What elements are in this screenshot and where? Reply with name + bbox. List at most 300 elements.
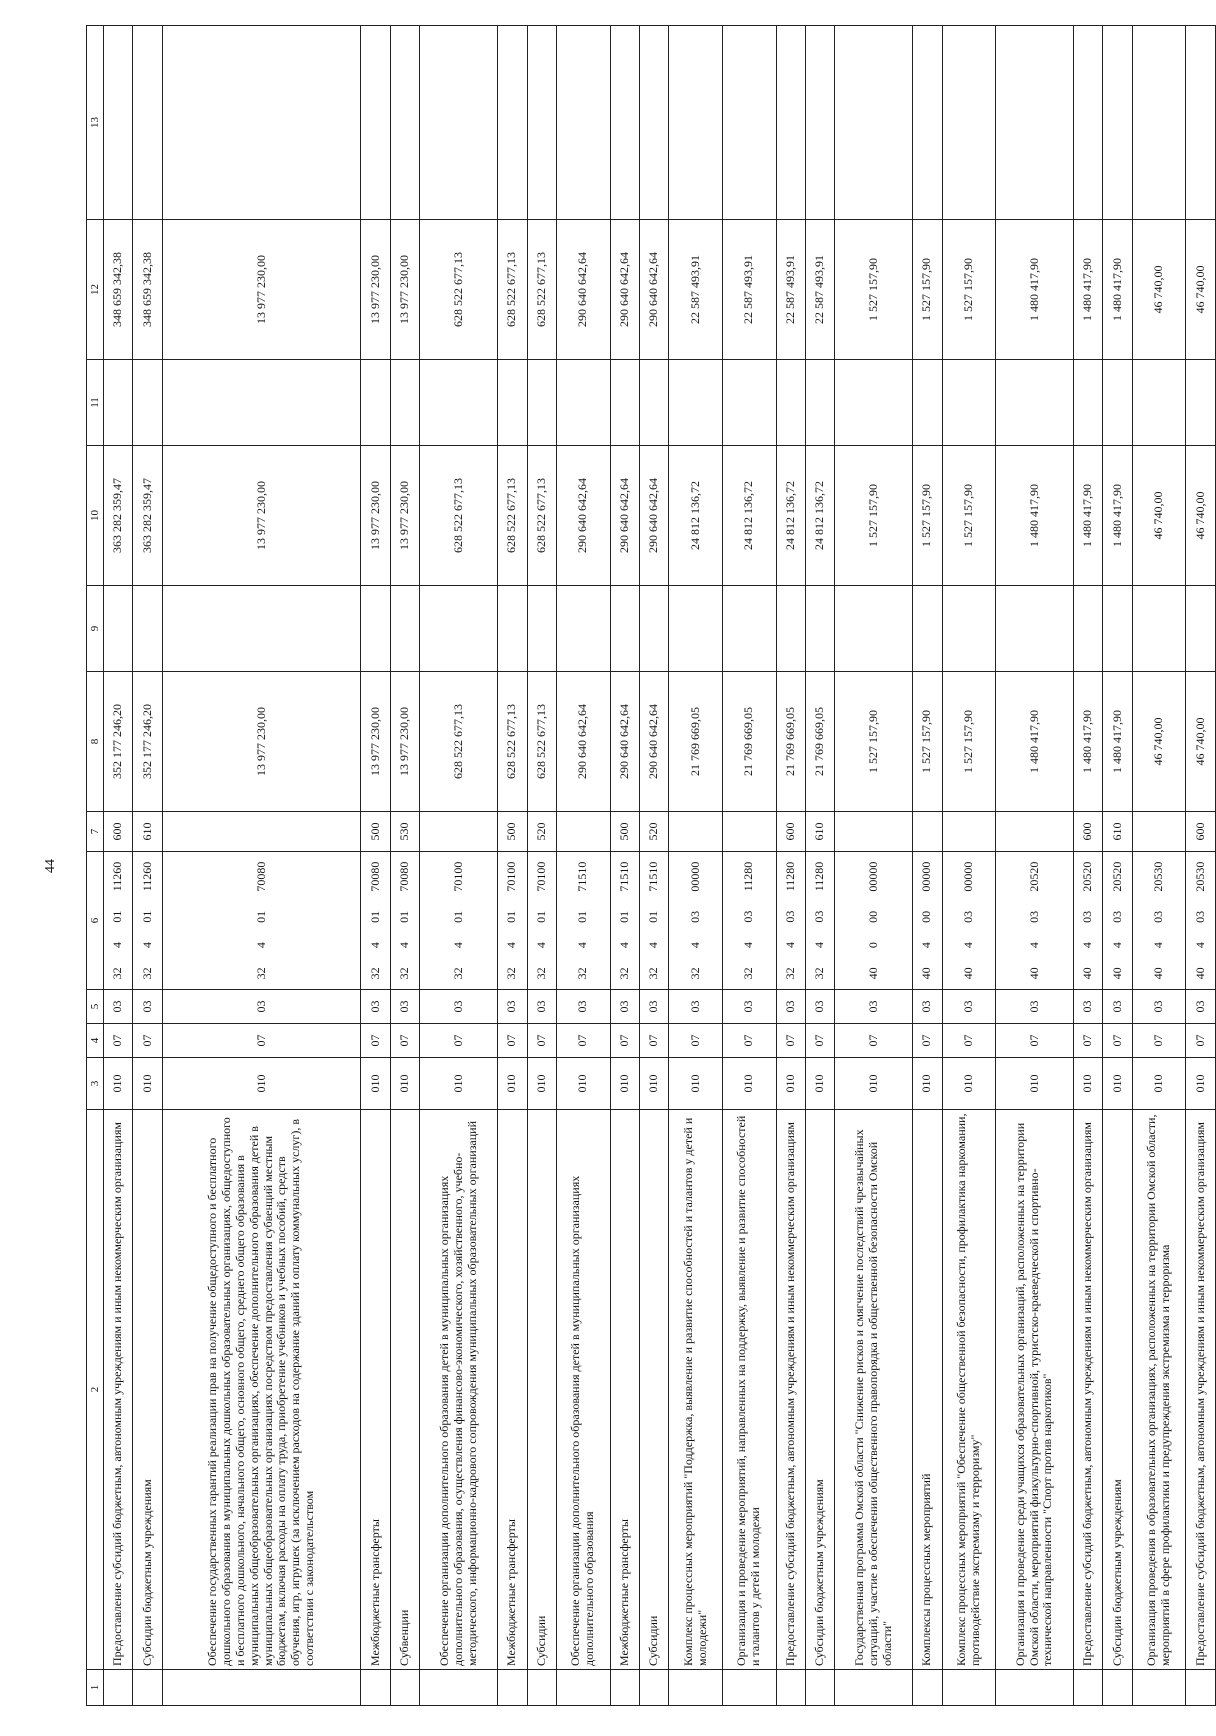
item-name-cell: Комплекс процессных мероприятий "Поддержка, выявление и развитие способностей и талантов у детей и молодежи": [669, 1110, 723, 1670]
amount-cell: 628 522 677,13: [527, 220, 556, 360]
table-row: [390, 26, 419, 1706]
target-article-part: 32: [533, 967, 548, 980]
table-row: [1103, 26, 1132, 1706]
amount-cell: [527, 26, 556, 220]
amount-cell: [610, 26, 639, 220]
table-row: [776, 26, 805, 1706]
amount-cell: 46 740,00: [1186, 672, 1216, 812]
expense-type-cell: 600: [1186, 812, 1216, 852]
amount-cell: 46 740,00: [1186, 446, 1216, 586]
amount-cell: [1073, 360, 1102, 446]
amount-cell: 628 522 677,13: [498, 446, 527, 586]
rotated-budget-table-page: [86, 26, 1216, 1706]
subsection-code-cell: 03: [133, 990, 162, 1024]
amount-cell: [805, 26, 834, 220]
ministry-code-cell: 010: [996, 1058, 1074, 1110]
table-row: [1186, 26, 1216, 1706]
table-row: [556, 26, 610, 1706]
row-number-cell: [1186, 1670, 1216, 1706]
expense-type-cell: 610: [133, 812, 162, 852]
target-article-part: 4: [812, 941, 827, 948]
subsection-code-cell: 03: [805, 990, 834, 1024]
expense-type-cell: 500: [498, 812, 527, 852]
target-article-part: 03: [1080, 910, 1095, 923]
amount-cell: 348 659 342,38: [104, 220, 133, 360]
ministry-code-cell: 010: [133, 1058, 162, 1110]
amount-cell: [1073, 26, 1102, 220]
target-article-part: 70100: [450, 861, 465, 892]
row-number-cell: [913, 1670, 942, 1706]
target-article-part: 01: [533, 910, 548, 923]
target-article-part: 01: [367, 910, 382, 923]
section-code-cell: 07: [527, 1024, 556, 1058]
target-article-part: 4: [960, 942, 975, 949]
ministry-code-cell: 010: [776, 1058, 805, 1110]
amount-cell: 628 522 677,13: [527, 672, 556, 812]
target-article-part: 03: [1192, 910, 1207, 923]
subsection-code-cell: 03: [1103, 990, 1132, 1024]
section-code-cell: 07: [996, 1024, 1074, 1058]
item-name-cell: Субсидии бюджетным учреждениям: [805, 1110, 834, 1670]
target-article-part: 32: [782, 967, 797, 980]
target-article-cell: [996, 852, 1074, 990]
target-article-cell: [669, 852, 723, 990]
amount-cell: 21 769 669,05: [722, 672, 776, 812]
row-number-cell: [669, 1670, 723, 1706]
section-code-cell: 07: [722, 1024, 776, 1058]
target-article-cell: [776, 852, 805, 990]
row-number-cell: [390, 1670, 419, 1706]
amount-cell: [913, 360, 942, 446]
target-article-part: 32: [367, 967, 382, 980]
amount-cell: [805, 586, 834, 672]
subsection-code-cell: 03: [996, 990, 1074, 1024]
amount-cell: 13 977 230,00: [361, 672, 390, 812]
row-number-cell: [805, 1670, 834, 1706]
amount-cell: 628 522 677,13: [420, 446, 498, 586]
table-row: [996, 26, 1074, 1706]
section-code-cell: 07: [835, 1024, 913, 1058]
row-number-cell: [361, 1670, 390, 1706]
target-article-cell: [835, 852, 913, 990]
subsection-code-cell: 03: [104, 990, 133, 1024]
amount-cell: 1 480 417,90: [1103, 446, 1132, 586]
target-article-part: 4: [646, 942, 661, 949]
ministry-code-cell: 010: [1132, 1058, 1186, 1110]
target-article-part: 00000: [919, 861, 934, 892]
target-article-part: 00000: [865, 861, 880, 892]
amount-cell: 290 640 642,64: [610, 446, 639, 586]
target-article-part: 71510: [616, 861, 631, 892]
target-article-part: 4: [1109, 942, 1124, 949]
row-number-cell: [835, 1670, 913, 1706]
target-article-cell: [722, 852, 776, 990]
target-article-part: 00000: [687, 861, 702, 892]
amount-cell: [996, 26, 1074, 220]
expense-type-cell: 610: [805, 812, 834, 852]
amount-cell: 13 977 230,00: [162, 220, 361, 360]
amount-cell: [1132, 360, 1186, 446]
amount-cell: 363 282 359,47: [104, 446, 133, 586]
amount-cell: [1132, 586, 1186, 672]
amount-cell: 628 522 677,13: [498, 672, 527, 812]
ministry-code-cell: 010: [1103, 1058, 1132, 1110]
target-article-part: 4: [782, 941, 797, 948]
target-article-part: 71510: [646, 861, 661, 892]
amount-cell: [162, 360, 361, 446]
amount-cell: 21 769 669,05: [669, 672, 723, 812]
target-article-part: 00: [865, 910, 880, 923]
target-article-part: 40: [1109, 967, 1124, 980]
amount-cell: 13 977 230,00: [390, 220, 419, 360]
amount-cell: 290 640 642,64: [556, 220, 610, 360]
ministry-code-cell: 010: [669, 1058, 723, 1110]
amount-cell: 1 527 157,90: [942, 446, 996, 586]
target-article-part: 20530: [1192, 861, 1207, 892]
item-name-cell: Межбюджетные трансферты: [610, 1110, 639, 1670]
table-row: [835, 26, 913, 1706]
amount-cell: [669, 26, 723, 220]
amount-cell: 13 977 230,00: [361, 220, 390, 360]
item-name-cell: Обеспечение организации дополнительного образования детей в муниципальных организациях дополнительного образования: [556, 1110, 610, 1670]
table-row: [104, 26, 133, 1706]
amount-cell: [776, 26, 805, 220]
item-name-cell: Комплекс процессных мероприятий "Обеспечение общественной безопасности, профилактика наркомании, противодействие экстремизму и терроризму": [942, 1110, 996, 1670]
expense-type-cell: 500: [361, 812, 390, 852]
amount-cell: 352 177 246,20: [133, 672, 162, 812]
subsection-code-cell: 03: [669, 990, 723, 1024]
amount-cell: 13 977 230,00: [162, 672, 361, 812]
ministry-code-cell: 010: [639, 1058, 668, 1110]
item-name-cell: Организация и проведение мероприятий, направленных на поддержку, выявление и развитие способностей и талантов у детей и молодежи: [722, 1110, 776, 1670]
ministry-code-cell: 010: [498, 1058, 527, 1110]
amount-cell: [527, 586, 556, 672]
subsection-code-cell: 03: [527, 990, 556, 1024]
amount-cell: 1 480 417,90: [996, 446, 1074, 586]
target-article-cell: [1103, 852, 1132, 990]
amount-cell: 1 527 157,90: [913, 446, 942, 586]
table-row: [1132, 26, 1186, 1706]
target-article-part: 03: [1026, 910, 1041, 923]
section-code-cell: 07: [1073, 1024, 1102, 1058]
ministry-code-cell: 010: [104, 1058, 133, 1110]
col-number: 3: [87, 1058, 104, 1110]
amount-cell: 24 812 136,72: [776, 446, 805, 586]
amount-cell: [1186, 586, 1216, 672]
target-article-cell: [1073, 852, 1102, 990]
row-number-cell: [556, 1670, 610, 1706]
item-name-cell: Межбюджетные трансферты: [361, 1110, 390, 1670]
expense-type-cell: 520: [639, 812, 668, 852]
expense-type-cell: 600: [776, 812, 805, 852]
subsection-code-cell: 03: [913, 990, 942, 1024]
amount-cell: 21 769 669,05: [776, 672, 805, 812]
amount-cell: 13 977 230,00: [162, 446, 361, 586]
amount-cell: [133, 360, 162, 446]
amount-cell: 22 587 493,91: [669, 220, 723, 360]
target-article-part: 03: [812, 910, 827, 923]
amount-cell: [556, 360, 610, 446]
amount-cell: 46 740,00: [1132, 446, 1186, 586]
item-name-cell: Субсидии бюджетным учреждениям: [1103, 1110, 1132, 1670]
target-article-part: 71510: [575, 861, 590, 892]
row-number-cell: [996, 1670, 1074, 1706]
ministry-code-cell: 010: [390, 1058, 419, 1110]
expense-type-cell: [162, 812, 361, 852]
amount-cell: 1 527 157,90: [835, 446, 913, 586]
target-article-part: 32: [812, 967, 827, 980]
section-code-cell: 07: [942, 1024, 996, 1058]
subsection-code-cell: 03: [1132, 990, 1186, 1024]
table-body: [104, 26, 1216, 1706]
target-article-part: 40: [1192, 967, 1207, 980]
target-article-part: 11260: [110, 861, 125, 892]
ministry-code-cell: 010: [162, 1058, 361, 1110]
section-code-cell: 07: [1132, 1024, 1186, 1058]
amount-cell: [610, 360, 639, 446]
amount-cell: [420, 586, 498, 672]
ministry-code-cell: 010: [610, 1058, 639, 1110]
amount-cell: [104, 586, 133, 672]
target-article-part: 4: [741, 941, 756, 948]
item-name-cell: Обеспечение организации дополнительного образования детей в муниципальных организациях дополнительного образования, осуществления финансово-экономического, хозяйственного, учебно-методического, информационно-кадрового сопровождения муниципальных образовательных организаций: [420, 1110, 498, 1670]
target-article-part: 20520: [1080, 861, 1095, 892]
target-article-part: 20520: [1109, 861, 1124, 892]
target-article-part: 01: [139, 910, 154, 923]
row-number-cell: [527, 1670, 556, 1706]
target-article-part: 03: [960, 910, 975, 923]
amount-cell: [133, 586, 162, 672]
target-article-part: 4: [919, 942, 934, 949]
section-code-cell: 07: [361, 1024, 390, 1058]
target-article-cell: [361, 852, 390, 990]
section-code-cell: 07: [556, 1024, 610, 1058]
row-number-cell: [1073, 1670, 1102, 1706]
target-article-cell: [498, 852, 527, 990]
expense-type-cell: [1132, 812, 1186, 852]
amount-cell: 1 527 157,90: [835, 220, 913, 360]
ministry-code-cell: 010: [1186, 1058, 1216, 1110]
amount-cell: [498, 26, 527, 220]
expense-type-cell: 600: [1073, 812, 1102, 852]
amount-cell: [639, 360, 668, 446]
subsection-code-cell: 03: [639, 990, 668, 1024]
target-article-cell: [1132, 852, 1186, 990]
target-article-part: 00: [919, 910, 934, 923]
row-number-cell: [722, 1670, 776, 1706]
target-article-part: 01: [616, 910, 631, 923]
amount-cell: [1103, 360, 1132, 446]
target-article-cell: [913, 852, 942, 990]
amount-cell: 290 640 642,64: [639, 672, 668, 812]
amount-cell: [942, 26, 996, 220]
item-name-cell: Комплексы процессных мероприятий: [913, 1110, 942, 1670]
target-article-part: 03: [687, 910, 702, 923]
amount-cell: [104, 26, 133, 220]
amount-cell: 46 740,00: [1132, 220, 1186, 360]
amount-cell: [1186, 26, 1216, 220]
row-number-cell: [104, 1670, 133, 1706]
target-article-part: 40: [1151, 967, 1166, 980]
row-number-cell: [498, 1670, 527, 1706]
amount-cell: [835, 586, 913, 672]
target-article-part: 32: [575, 967, 590, 980]
target-article-part: 70080: [253, 861, 268, 892]
target-article-part: 32: [253, 967, 268, 980]
item-name-cell: Межбюджетные трансферты: [498, 1110, 527, 1670]
expense-type-cell: 520: [527, 812, 556, 852]
target-article-cell: [1186, 852, 1216, 990]
section-code-cell: 07: [639, 1024, 668, 1058]
amount-cell: [776, 360, 805, 446]
expense-type-cell: [669, 812, 723, 852]
amount-cell: 628 522 677,13: [420, 220, 498, 360]
row-number-cell: [1132, 1670, 1186, 1706]
target-article-part: 01: [450, 910, 465, 923]
table-row: [133, 26, 162, 1706]
subsection-code-cell: 03: [1073, 990, 1102, 1024]
subsection-code-cell: 03: [1186, 990, 1216, 1024]
target-article-part: 70080: [367, 861, 382, 892]
amount-cell: [669, 586, 723, 672]
target-article-part: 20530: [1151, 861, 1166, 892]
col-number: 12: [87, 220, 104, 360]
section-code-cell: 07: [610, 1024, 639, 1058]
section-code-cell: 07: [133, 1024, 162, 1058]
amount-cell: [722, 586, 776, 672]
table-row: [913, 26, 942, 1706]
amount-cell: [556, 26, 610, 220]
section-code-cell: 07: [805, 1024, 834, 1058]
item-name-cell: Предоставление субсидий бюджетным, автономным учреждениям и иным некоммерческим организациям: [1073, 1110, 1102, 1670]
amount-cell: 1 527 157,90: [835, 672, 913, 812]
amount-cell: [556, 586, 610, 672]
item-name-cell: Предоставление субсидий бюджетным, автономным учреждениям и иным некоммерческим организациям: [104, 1110, 133, 1670]
target-article-part: 32: [110, 967, 125, 980]
amount-cell: 24 812 136,72: [669, 446, 723, 586]
col-number: 6: [87, 852, 104, 990]
amount-cell: [162, 26, 361, 220]
amount-cell: [1186, 360, 1216, 446]
amount-cell: 363 282 359,47: [133, 446, 162, 586]
amount-cell: [669, 360, 723, 446]
col-number: 7: [87, 812, 104, 852]
col-number: 1: [87, 1670, 104, 1706]
subsection-code-cell: 03: [835, 990, 913, 1024]
amount-cell: 628 522 677,13: [420, 672, 498, 812]
subsection-code-cell: 03: [776, 990, 805, 1024]
subsection-code-cell: 03: [556, 990, 610, 1024]
target-article-part: 20520: [1026, 861, 1041, 892]
amount-cell: 1 480 417,90: [1073, 220, 1102, 360]
target-article-part: 01: [397, 910, 412, 923]
target-article-part: 4: [367, 942, 382, 949]
target-article-cell: [610, 852, 639, 990]
amount-cell: 1 480 417,90: [996, 672, 1074, 812]
amount-cell: 13 977 230,00: [361, 446, 390, 586]
amount-cell: 290 640 642,64: [639, 220, 668, 360]
section-code-cell: 07: [1103, 1024, 1132, 1058]
ministry-code-cell: 010: [722, 1058, 776, 1110]
col-number: 11: [87, 360, 104, 446]
ministry-code-cell: 010: [527, 1058, 556, 1110]
ministry-code-cell: 010: [942, 1058, 996, 1110]
item-name-cell: Организация проведения в образовательных организациях, расположенных на территории Омской области, мероприятий в сфере профилактики и предупреждения экстремизма и терроризма: [1132, 1110, 1186, 1670]
amount-cell: [610, 586, 639, 672]
expense-type-cell: [835, 812, 913, 852]
table-row: [639, 26, 668, 1706]
target-article-part: 32: [616, 967, 631, 980]
target-article-part: 40: [1080, 967, 1095, 980]
amount-cell: 1 527 157,90: [942, 220, 996, 360]
item-name-cell: Предоставление субсидий бюджетным, автономным учреждениям и иным некоммерческим организациям: [776, 1110, 805, 1670]
col-number: 4: [87, 1024, 104, 1058]
amount-cell: [361, 26, 390, 220]
amount-cell: 22 587 493,91: [805, 220, 834, 360]
column-number-row: [87, 26, 104, 1706]
table-row: [527, 26, 556, 1706]
target-article-part: 4: [1080, 942, 1095, 949]
amount-cell: 46 740,00: [1186, 220, 1216, 360]
expense-type-cell: 530: [390, 812, 419, 852]
budget-table: [86, 25, 1216, 1706]
target-article-part: 03: [1109, 910, 1124, 923]
target-article-part: 4: [397, 942, 412, 949]
amount-cell: 21 769 669,05: [805, 672, 834, 812]
section-code-cell: 07: [776, 1024, 805, 1058]
subsection-code-cell: 03: [361, 990, 390, 1024]
amount-cell: [942, 360, 996, 446]
item-name-cell: Государственная программа Омской области "Снижение рисков и смягчение последствий чрезвычайных ситуаций, участие в обеспечении общественного правопорядка и общественной безопасности Омской области": [835, 1110, 913, 1670]
expense-type-cell: [556, 812, 610, 852]
target-article-part: 01: [253, 910, 268, 923]
target-article-part: 40: [1026, 967, 1041, 980]
amount-cell: 13 977 230,00: [390, 672, 419, 812]
expense-type-cell: [420, 812, 498, 852]
amount-cell: [1103, 26, 1132, 220]
amount-cell: [805, 360, 834, 446]
amount-cell: 46 740,00: [1132, 672, 1186, 812]
target-article-cell: [162, 852, 361, 990]
subsection-code-cell: 03: [162, 990, 361, 1024]
ministry-code-cell: 010: [805, 1058, 834, 1110]
target-article-cell: [942, 852, 996, 990]
amount-cell: 628 522 677,13: [498, 220, 527, 360]
amount-cell: 1 480 417,90: [1103, 672, 1132, 812]
col-number: 13: [87, 26, 104, 220]
expense-type-cell: 610: [1103, 812, 1132, 852]
item-name-cell: Субвенции: [390, 1110, 419, 1670]
target-article-part: 40: [865, 967, 880, 980]
target-article-part: 70100: [504, 861, 519, 892]
amount-cell: [913, 26, 942, 220]
item-name-cell: Обеспечение государственных гарантий реализации прав на получение общедоступного и бесплатного дошкольного образования в муниципальных дошкольных образовательных организациях, общедоступного и бесплатного дошкольного, начального общего, основного общего, среднего общего образования в муниципальных общеобразовательных организациях, обеспечение дополнительного образования детей в муниципальных общеобразовательных организациях посредством предоставления субвенций местным бюджетам, включая расходы на оплату труда, приобретение учебников и учебных пособий, средств обучения, игр, игрушек (за исключением расходов на содержание зданий и оплату коммунальных услуг), в соответствии с законодательством: [162, 1110, 361, 1670]
table-row: [361, 26, 390, 1706]
target-article-part: 4: [575, 942, 590, 949]
row-number-cell: [133, 1670, 162, 1706]
target-article-part: 4: [139, 941, 154, 948]
ministry-code-cell: 010: [835, 1058, 913, 1110]
col-number: 8: [87, 672, 104, 812]
target-article-cell: [556, 852, 610, 990]
table-row: [1073, 26, 1102, 1706]
amount-cell: [1132, 26, 1186, 220]
amount-cell: [361, 360, 390, 446]
expense-type-cell: 600: [104, 812, 133, 852]
amount-cell: [527, 360, 556, 446]
ministry-code-cell: 010: [420, 1058, 498, 1110]
amount-cell: [1073, 586, 1102, 672]
